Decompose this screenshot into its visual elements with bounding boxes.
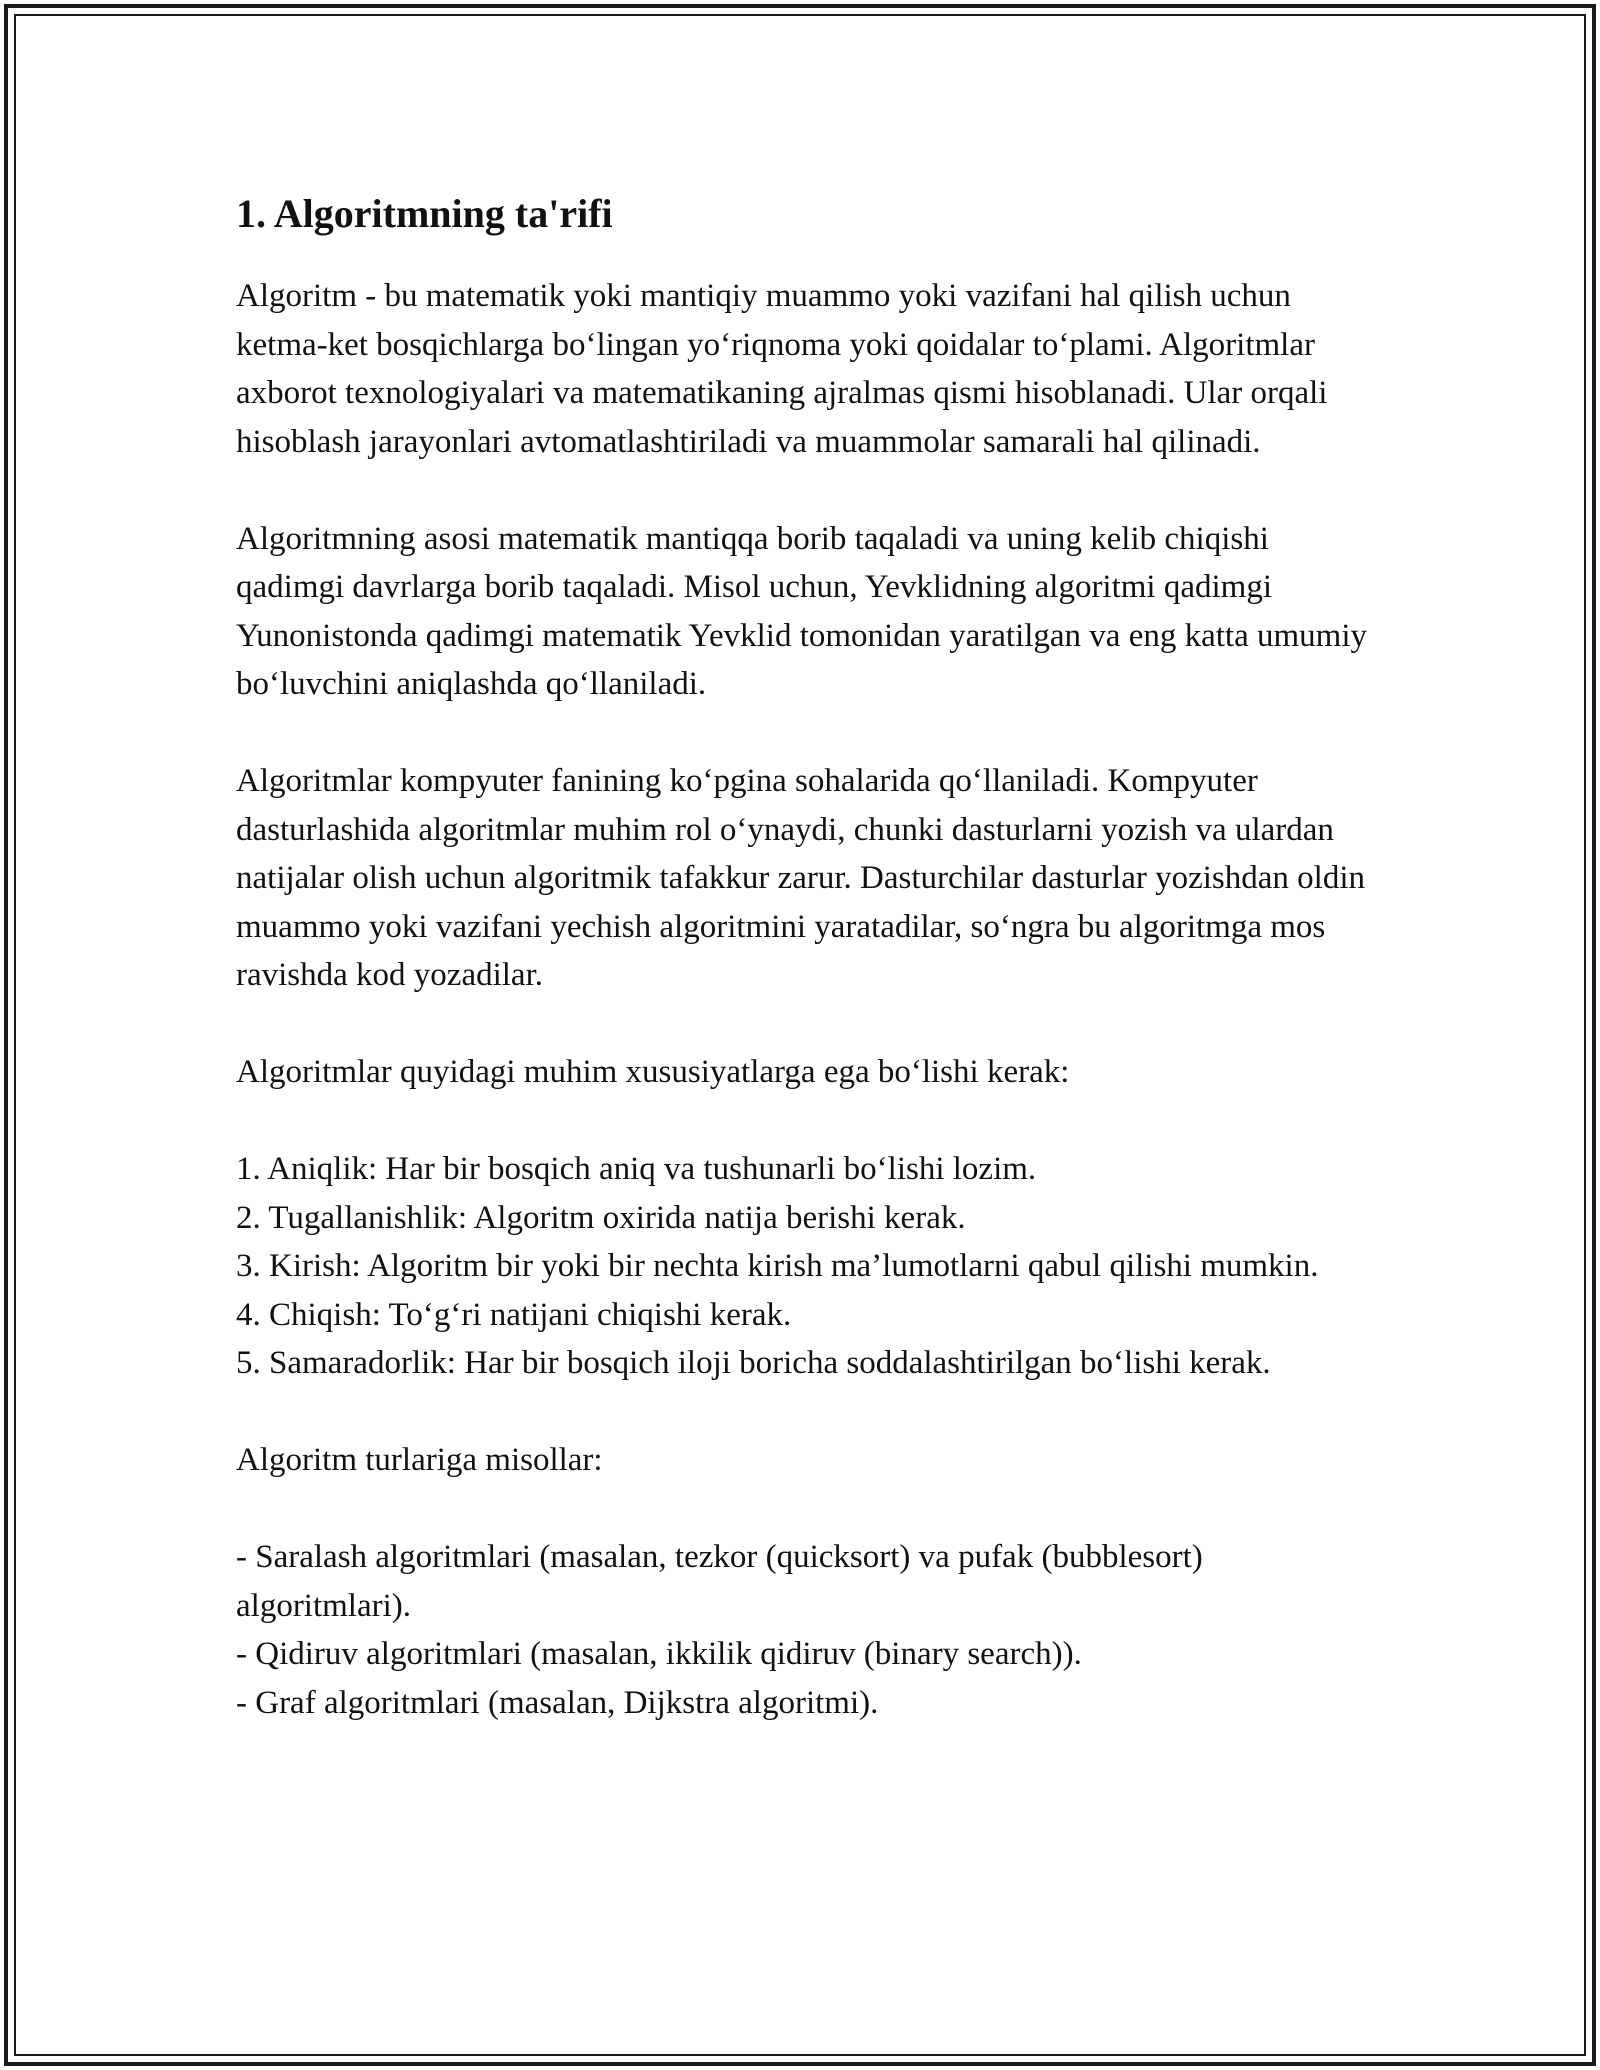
paragraph-computer-science: Algoritmlar kompyuter fanining ko‘pgina sohalarida qo‘llaniladi. Kompyuter dasturlashida algoritmlar muhim rol o‘ynaydi, chunki dasturlarni yozish va ulardan natijalar olish uchun algoritmik tafakkur zarur. Dasturchilar dasturlar yozishdan oldin muammo yoki vazifani yechish algoritmini yaratadilar, so‘ngra bu algoritmga mos ravishda kod yozadilar.	[236, 763, 1365, 993]
section-heading: 1. Algoritmning ta'rifi	[236, 191, 613, 236]
document-body	[236, 186, 1376, 1727]
spacer	[236, 466, 1376, 515]
example-item: - Saralash algoritmlari (masalan, tezkor (quicksort) va pufak (bubblesort) algoritmlari).	[236, 1539, 1203, 1624]
paragraph-definition: Algoritm - bu matematik yoki mantiqiy muammo yoki vazifani hal qilish uchun ketma-ket bosqichlarga bo‘lingan yo‘riqnoma yoki qoidalar to‘plami. Algoritmlar axborot texnologiyalari va matematikaning ajralmas qismi hisoblanadi. Ular orqali hisoblash jarayonlari avtomatlashtiriladi va muammolar samarali hal qilinadi.	[236, 278, 1328, 460]
property-item: 4. Chiqish: To‘g‘ri natijani chiqishi kerak.	[236, 1296, 792, 1333]
spacer	[236, 1097, 1376, 1146]
spacer	[236, 1388, 1376, 1437]
property-item: 3. Kirish: Algoritm bir yoki bir nechta kirish ma’lumotlarni qabul qilishi mumkin.	[236, 1248, 1319, 1284]
example-item: - Graf algoritmlari (masalan, Dijkstra algoritmi).	[236, 1684, 879, 1721]
spacer	[236, 1000, 1376, 1049]
spacer	[236, 1485, 1376, 1534]
paragraph-origin: Algoritmning asosi matematik mantiqqa borib taqaladi va uning kelib chiqishi qadimgi davrlarga borib taqaladi. Misol uchun, Yevklidning algoritmi qadimgi Yunonistonda qadimgi matematik Yevklid tomonidan yaratilgan va eng katta umumiy bo‘luvchini aniqlashda qo‘llaniladi.	[236, 520, 1367, 702]
property-item: 5. Samaradorlik: Har bir bosqich iloji boricha soddalashtirilgan bo‘lishi kerak.	[236, 1345, 1271, 1381]
property-item: 2. Tugallanishlik: Algoritm oxirida natija berishi kerak.	[236, 1199, 966, 1236]
example-item: - Qidiruv algoritmlari (masalan, ikkilik qidiruv (binary search)).	[236, 1636, 1082, 1672]
examples-intro: Algoritm turlariga misollar:	[236, 1442, 603, 1478]
spacer	[236, 709, 1376, 758]
property-item: 1. Aniqlik: Har bir bosqich aniq va tushunarli bo‘lishi lozim.	[236, 1151, 1037, 1187]
paragraph-properties-intro: Algoritmlar quyidagi muhim xususiyatlarga ega bo‘lishi kerak:	[236, 1054, 1070, 1090]
